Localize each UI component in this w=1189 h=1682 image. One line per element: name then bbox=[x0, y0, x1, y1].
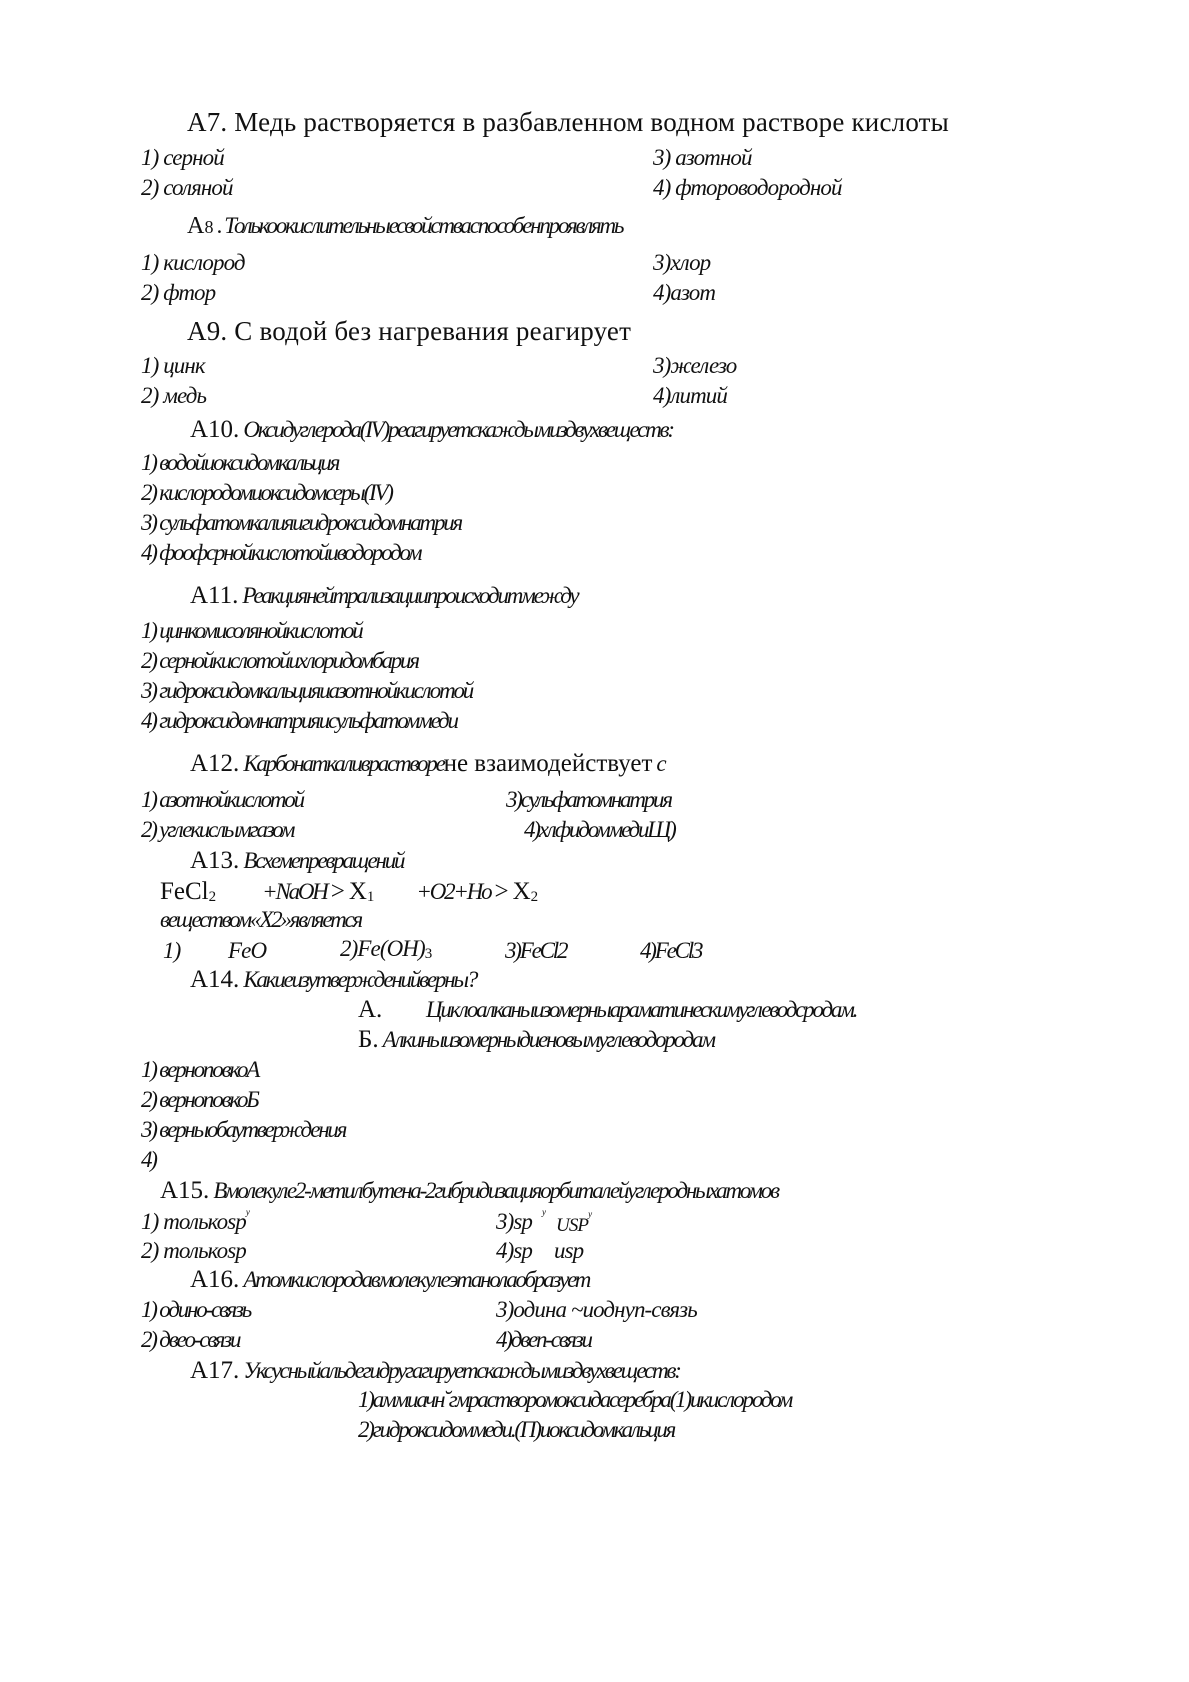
question-a11-label: А11. bbox=[190, 582, 239, 609]
option-a12-1: 1) азотнойкислотой bbox=[141, 787, 303, 812]
option-a15-1-text: 1) толькоsp bbox=[141, 1209, 246, 1234]
option-a9-1: 1) цинк bbox=[141, 353, 205, 378]
scheme-reagent-2: +O2+Ho bbox=[416, 879, 491, 904]
scheme-arrow-1: > bbox=[330, 878, 345, 905]
scheme-x2: X bbox=[512, 878, 531, 905]
question-a12-text-end: с bbox=[656, 751, 666, 776]
scheme-start-sub: 2 bbox=[208, 889, 217, 905]
question-a8-stem bbox=[187, 213, 622, 240]
option-a14-1: 1) верноповкоА bbox=[141, 1057, 259, 1082]
option-a14-2: 2) верноповкоБ bbox=[141, 1087, 258, 1112]
option-a9-2: 2) медь bbox=[141, 383, 207, 408]
statement-b bbox=[358, 1026, 714, 1054]
option-a10-3: 3) сульфатомкалияигидроксидомнатрия bbox=[141, 510, 462, 535]
question-a13-label: А13. bbox=[190, 847, 240, 874]
question-a17-text: Уксусныйальдегидругагируетскаждымиздвухвеществ: bbox=[243, 1358, 680, 1383]
option-a15-3-extra-mark: у bbox=[588, 1209, 592, 1219]
option-a12-4: 4)хлфидоммедиЩ) bbox=[524, 817, 675, 842]
option-a16-2: 2) двеo-связи bbox=[141, 1327, 240, 1352]
option-a13-3: 3)FeCl2 bbox=[505, 938, 567, 963]
option-a7-2: 2) соляной bbox=[141, 175, 233, 200]
question-a14-text: Какиеизутвержденийверны? bbox=[243, 967, 477, 992]
conversion-scheme bbox=[160, 878, 538, 906]
option-a11-1: 1) цинкомисолянойкислотой bbox=[141, 618, 362, 643]
option-a13-1-label: 1) bbox=[163, 938, 181, 963]
question-a13-stem bbox=[190, 847, 403, 875]
option-a8-3: 3)хлор bbox=[653, 250, 711, 275]
option-a10-1: 1) водойиоксидомкальция bbox=[141, 450, 339, 475]
question-a11-text: Реакциянейтрализациипроисходитмежду bbox=[242, 583, 578, 608]
scheme-x2-sub: 2 bbox=[530, 889, 539, 905]
question-a8-prefix: А bbox=[187, 213, 205, 239]
option-a17-2: 2)гидроксидоммеди.(П)иоксидомкальция bbox=[358, 1417, 675, 1442]
option-a14-4: 4) bbox=[141, 1147, 156, 1172]
option-a13-2-sub: 3 bbox=[424, 946, 433, 962]
question-a16-text: Атомкислородавмолекулеэтанолаобразует bbox=[243, 1267, 590, 1292]
question-a16-stem bbox=[190, 1266, 589, 1294]
option-a17-1: 1)аммиачн˘гмрастворомоксидасеребра(1)икислородом bbox=[358, 1387, 792, 1412]
option-a9-3: 3)железо bbox=[653, 353, 737, 378]
statement-b-label: Б. bbox=[358, 1026, 379, 1053]
option-a13-2 bbox=[340, 936, 432, 963]
question-a13-text: Всхемепревращений bbox=[243, 848, 404, 873]
option-a15-3-extra-text: USP bbox=[556, 1215, 589, 1236]
option-a15-2: 2) толькоsp bbox=[141, 1238, 246, 1263]
question-a14-stem bbox=[190, 966, 476, 994]
option-a12-3: 3)сульфатомнатрия bbox=[506, 787, 671, 812]
option-a11-4: 4) гидроксидомнатрияисульфатоммеди bbox=[141, 708, 457, 733]
option-a15-1-mark: у bbox=[245, 1207, 249, 1217]
option-a8-4: 4)азот bbox=[653, 280, 716, 305]
option-a15-3 bbox=[496, 1207, 545, 1235]
question-a15-text: Вмолекуле2-метилбутена-2гибридизацияорбиталейуглеродныхатомов bbox=[213, 1178, 778, 1203]
statement-b-text: Алкиныизомерныдиеновымуглеводородам bbox=[382, 1027, 714, 1052]
scheme-start: FeCl bbox=[160, 878, 209, 905]
option-a12-2: 2) углекислымгазом bbox=[141, 817, 294, 842]
question-a10-text: Оксидуглерода(IV)реагируетскаждымиздвухвеществ: bbox=[243, 417, 673, 442]
option-a15-1 bbox=[141, 1207, 249, 1235]
option-a14-3: 3) верныобаутверждения bbox=[141, 1117, 346, 1142]
option-a15-3-text: 3)sp bbox=[496, 1209, 533, 1234]
scheme-x1: X bbox=[348, 878, 367, 905]
option-a8-2: 2) фтор bbox=[141, 280, 216, 305]
question-a15-label: А15. bbox=[160, 1177, 210, 1204]
question-a16-label: А16. bbox=[190, 1266, 240, 1293]
option-a16-1: 1) одинo-связь bbox=[141, 1297, 251, 1322]
question-a10-stem bbox=[190, 416, 673, 444]
option-a11-3: 3) гидроксидомкальцияиазотнойкислотой bbox=[141, 678, 473, 703]
option-a15-3-mark: у bbox=[542, 1207, 546, 1217]
option-a13-2-text: 2)Fe(OH) bbox=[340, 936, 425, 961]
question-a15-stem bbox=[160, 1177, 778, 1205]
question-a7-stem: А7. Медь растворяется в разбавленном водном растворе кислоты bbox=[187, 107, 950, 137]
question-a12-text-italic: Карбонаткаливрастворе bbox=[243, 751, 444, 776]
option-a9-4: 4)литий bbox=[653, 383, 727, 408]
question-a12-text-plain: не взаимодействует bbox=[443, 750, 653, 777]
question-a11-stem bbox=[190, 582, 577, 610]
option-a13-4: 4)FeCl3 bbox=[640, 938, 702, 963]
statement-a: Циклоалканыизомерныараматинескимуглеводсродам. bbox=[426, 997, 857, 1022]
option-a8-1: 1) кислород bbox=[141, 250, 245, 275]
scheme-arrow-2: > bbox=[494, 878, 509, 905]
statement-a-label: А. bbox=[358, 996, 383, 1023]
question-a14-label: А14. bbox=[190, 966, 240, 993]
scheme-x1-sub: 1 bbox=[366, 889, 375, 905]
option-a11-2: 2) сернойкислотойихлоридомбария bbox=[141, 648, 418, 673]
question-a12-stem bbox=[190, 750, 666, 778]
scheme-reagent-1: +NaOH bbox=[262, 879, 327, 904]
question-a8-text: . Толькоокислительныесвойстваспособенпроявлять bbox=[213, 213, 623, 238]
option-a10-4: 4) фоофсрнойкислотойиводородом bbox=[141, 540, 421, 565]
option-a10-2: 2) кислородомиоксидомсеры(IV) bbox=[141, 480, 392, 505]
question-a8-number: 8 bbox=[204, 217, 214, 237]
option-a15-4-extra: usp bbox=[554, 1238, 584, 1263]
option-a7-3: 3) азотной bbox=[653, 145, 752, 170]
option-a15-3-extra bbox=[556, 1209, 591, 1237]
option-a16-4: 4)двеп-связи bbox=[496, 1327, 591, 1352]
option-a13-1: FeO bbox=[228, 938, 267, 963]
option-a16-3: 3)одинa ~иоднуп-связь bbox=[496, 1297, 697, 1322]
question-a17-stem bbox=[190, 1357, 680, 1385]
question-a12-label: А12. bbox=[190, 750, 240, 777]
question-a13-subquestion: веществом«Х2»является bbox=[160, 907, 361, 932]
question-a17-label: А17. bbox=[190, 1357, 240, 1384]
option-a7-1: 1) серной bbox=[141, 145, 224, 170]
question-a10-label: А10. bbox=[190, 416, 240, 443]
option-a15-4: 4)sp bbox=[496, 1238, 533, 1263]
question-a9-stem: А9. С водой без нагревания реагирует bbox=[187, 316, 632, 346]
option-a7-4: 4) фтороводородной bbox=[653, 175, 842, 200]
